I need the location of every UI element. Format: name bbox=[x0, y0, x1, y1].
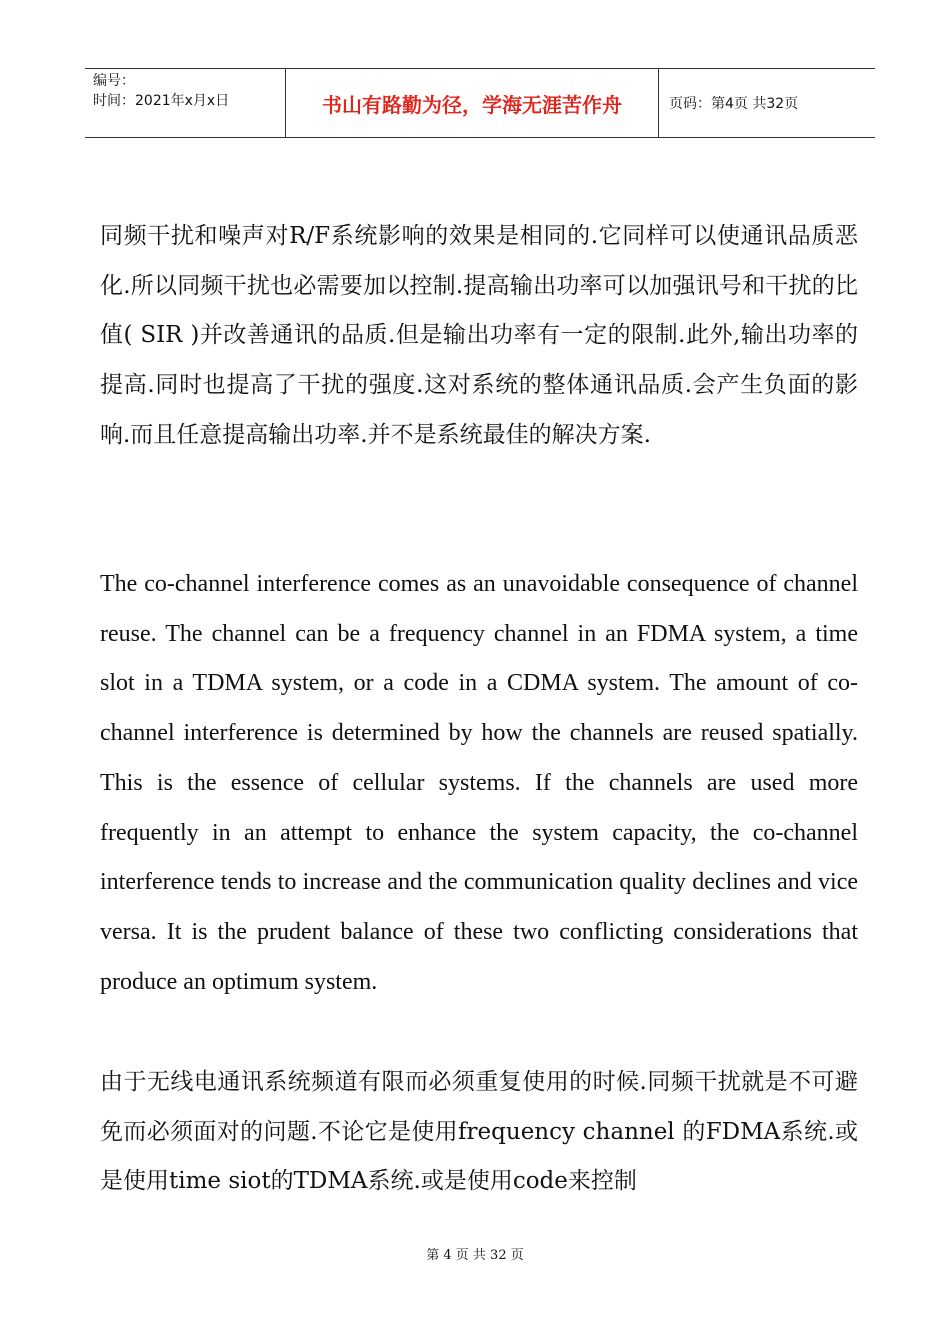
document-time-label: 时间：2021年x月x日 bbox=[93, 93, 230, 109]
paragraph-chinese-1: 同频干扰和噪声对R/F系统影响的效果是相同的.它同样可以使通讯品质恶化.所以同频干扰也必需要加以控制.提高输出功率可以加强讯号和干扰的比值( SIR )并改善通讯的品质.但是输出功率有一定的限制.此外,输出功率的提高.同时也提高了干扰的强度.这对系统的整体通讯品质.会产生负面的影响.而且任意提高输出功率.并不是系统最佳的解决方案. bbox=[100, 223, 858, 448]
header-motto: 书山有路勤为径，学海无涯苦作舟 bbox=[286, 69, 659, 137]
paragraph-chinese-2: 由于无线电通讯系统频道有限而必须重复使用的时候.同频干扰就是不可避免而必须面对的问题.不论它是使用frequency channel 的FDMA系统.或是使用time siot的TDMA系统.或是使用code来控制 bbox=[100, 1069, 858, 1195]
page-footer: 第 4 页 共 32 页 bbox=[426, 1248, 524, 1263]
header-page-info: 页码：第4页 共32页 bbox=[669, 96, 799, 112]
header-page-info-cell bbox=[659, 69, 875, 137]
header-meta-cell bbox=[85, 69, 286, 137]
page-header bbox=[85, 68, 875, 138]
document-number-label: 编号： bbox=[93, 73, 135, 89]
paragraph-english: The co-channel interference comes as an unavoidable consequence of channel reuse. The channel can be a frequency channel in an FDMA system, a time slot in a TDMA system, or a code in a CDMA system. The amount of co-channel interference is determined by how the channels are reused spatially. This is the essence of cellular systems. If the channels are used more frequently in an attempt to enhance the system capacity, the co-channel interference tends to increase and the communication quality declines and vice versa. It is the prudent balance of these two conflicting considerations that produce an optimum system. bbox=[100, 571, 858, 995]
